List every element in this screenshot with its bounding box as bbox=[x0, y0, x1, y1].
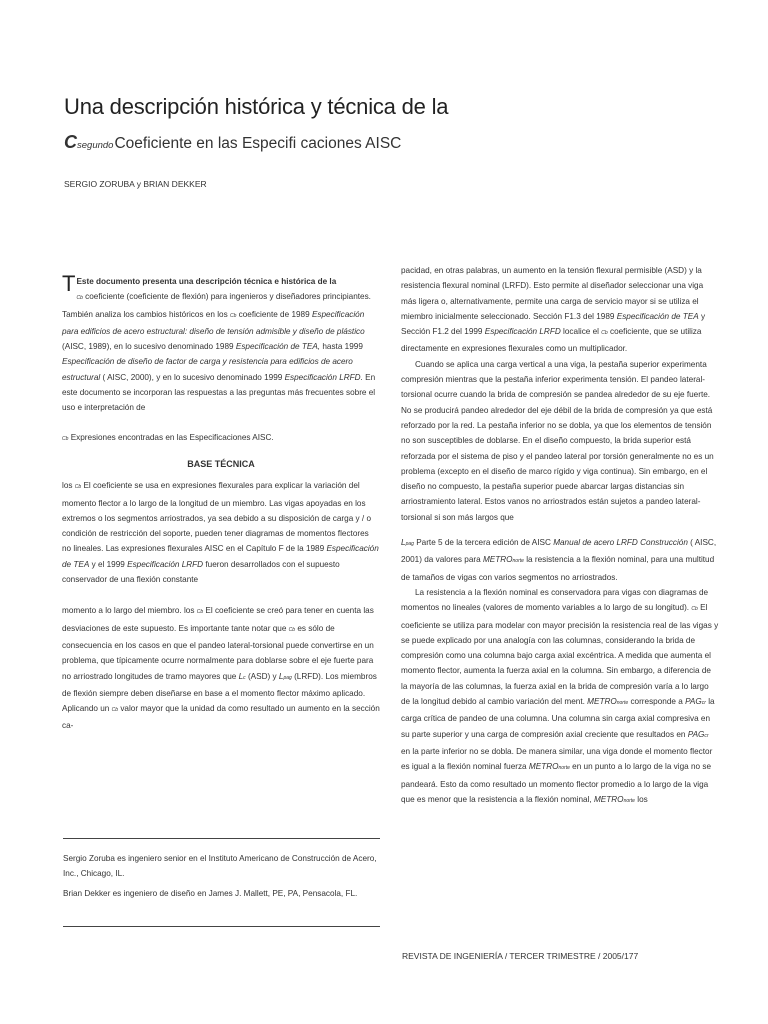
page-footer: REVISTA DE INGENIERÍA / TERCER TRIMESTRE / 2005/177 bbox=[402, 951, 639, 961]
cb-symbol: Cb bbox=[76, 295, 83, 302]
footnote-dekker: Brian Dekker es ingeniero de diseño en James J. Mallett, PE, PA, Pensacola, FL. bbox=[63, 888, 358, 898]
article-title: Una descripción histórica y técnica de la bbox=[64, 94, 449, 119]
cb-symbol: Cb bbox=[229, 312, 237, 319]
intro-paragraph-end: Cb Expresiones encontradas en las Especificaciones AISC. bbox=[62, 432, 274, 442]
section-heading: BASE TÉCNICA bbox=[187, 458, 255, 469]
author-byline: SERGIO ZORUBA y BRIAN DEKKER bbox=[64, 179, 207, 189]
cb-symbol: Cb bbox=[62, 435, 69, 442]
cb-symbol: Cb bbox=[601, 330, 608, 337]
cb-symbol: Cb bbox=[196, 609, 204, 616]
subtitle-text: Coeficiente en las Especifi caciones AISC bbox=[114, 135, 402, 152]
cb-symbol: C bbox=[64, 132, 77, 152]
cb-symbol: Cb bbox=[111, 707, 119, 714]
author-footnote bbox=[63, 851, 381, 901]
cb-symbol: Cb bbox=[691, 606, 698, 613]
article-subtitle bbox=[64, 132, 401, 153]
base-paragraph: los Cb El coeficiente se usa en expresiones flexurales para explicar la variación del momento flector a lo largo de la longitud de un miembro. Las vigas apoyadas en los extremos o los segmentos arriostrados, ya sea debido a su disposición de carga y / o condición de restricción del soporte, pueden tener diagramas de momentos flectores no lineales. Las expresiones flexurales AISC en el Capítulo F de la 1989 Especificación de TEA y el 1999 Especificación LRFD fueron desarrollados con el supuesto conservador de una flexión constante bbox=[62, 481, 379, 585]
right-paragraph-3: Lpag Parte 5 de la tercera edición de AISC Manual de acero LRFD Construcción ( AISC, 2001) da valores para METROnorte la resistencia a la flexión nominal, para una multitud de tamaños de vigas con varios segmentos no arriostrados. bbox=[401, 538, 717, 582]
footnote-zoruba: Sergio Zoruba es ingeniero senior en el Instituto Americano de Construcción de Acero, Inc., Chicago, IL. bbox=[63, 854, 377, 879]
left-column bbox=[62, 271, 380, 734]
cb-subscript: segundo bbox=[77, 140, 114, 151]
right-paragraph-1: pacidad, en otras palabras, un aumento en la tensión flexural permisible (ASD) y la resistencia flexural nominal (LRFD). Esto permite al diseñador seleccionar una viga más ligera o, alternativamente, permite una carga de servicio mayor si se utiliza el miembro inicialmente seleccionado. Sección F1.3 del 1989 Especificación de TEA y Sección F1.2 del 1999 Especificación LRFD localice el Cb coeficiente, que se utiliza directamente en expresiones flexurales como un multiplicador. bbox=[401, 266, 706, 354]
cb-symbol: Cb bbox=[74, 484, 82, 491]
footnote-rule-bottom bbox=[63, 926, 380, 927]
footnote-rule-top bbox=[63, 838, 380, 839]
right-column bbox=[401, 263, 719, 809]
right-paragraph-2: Cuando se aplica una carga vertical a una viga, la pestaña superior experimenta compresión mientras que la pestaña inferior experimenta tensión. El pandeo lateral-torsional ocurre cuando la brida de compresión se pandea alrededor de su eje fuerte. No se producirá pandeo alrededor del eje débil de la brida de compresión ya que está reforzado por la red. La pestaña inferior no se dobla, ya que los elementos de tensión no son susceptibles de doblarse. En el diseño compuesto, la brida superior está reforzada por el sistema de piso y el pandeo lateral por torsión generalmente no es un problema (excepto en el diseño de marco rígido y viga continua). Sin embargo, en el diseño no compuesto, la pestaña superior puede abarcar largas distancias sin arriostramiento lateral. Estos vanos no arriostrados están sujetos a pandeo lateral-torsional si son más largos que bbox=[401, 359, 714, 522]
cb-symbol: Cb bbox=[288, 626, 296, 633]
intro-lead-in: Este documento presenta una descripción técnica e histórica de la bbox=[76, 277, 337, 286]
base-paragraph-continued: momento a lo largo del miembro. los Cb El coeficiente se creó para tener en cuenta las desviaciones de este supuesto. Es importante tante notar que Cb es sólo de consecuencia en los casos en que el pandeo lateral-torsional puede convertirse en un problema, que típicamente ocurre normalmente para doblarse sobre el eje fuerte para no arriostrado longitudes de tramo mayores que Lc (ASD) y Lpag (LRFD). Los miembros de flexión siempre deben diseñarse en base a el momento flector máximo aplicado. Aplicando un Cb valor mayor que la unidad da como resultado un aumento en la sección ca- bbox=[62, 606, 380, 731]
intro-paragraph: T Este documento presenta una descripción técnica e histórica de la Cb coeficiente (coeficiente de flexión) para ingenieros y diseñadores principiantes. También analiza los cambios históricos en los Cb coeficiente de 1989 Especificación para edificios de acero estructural: diseño de tensión admisible y diseño de plástico (AISC, 1989), en lo sucesivo denominado 1989 Especificación de TEA, hasta 1999 Especificación de diseño de factor de carga y resistencia para edificios de acero estructural ( AISC, 2000), y en lo sucesivo denominado 1999 Especificación LRFD. En este documento se incorporan las respuestas a las preguntas más frecuentes sobre el uso e interpretación de bbox=[62, 271, 376, 413]
right-paragraph-4: La resistencia a la flexión nominal es conservadora para vigas con diagramas de momentos no lineales (valores de momento variables a lo largo de su longitud). Cb El coeficiente se utiliza para modelar con mayor precisión la resistencia real de las vigas y se puede explicado por una analogía con las columnas, considerando la brida de compresión como una columna bajo carga axial excéntrica. A medida que aumenta el momento flector, aumenta la fuerza axial en la columna. Sin embargo, a diferencia de la mayoría de las columnas, la fuerza axial en la brida de compresión varía a lo largo de la longitud debido al cambio variación del ment. METROnorte corresponde a PAGcr la carga crítica de pandeo de una columna. Una columna sin carga axial compresiva en su parte superior y una carga de compresión axial creciente que resultados en PAGcr en la parte inferior no se dobla. De manera similar, una viga donde el momento flector es igual a la flexión nominal fuerza METROnorte en un punto a lo largo de la viga no se pandeará. Esto da como resultado un momento flector promedio a lo largo de la viga que es menor que la resistencia a la flexión nominal, METROnorte los bbox=[401, 587, 719, 804]
drop-cap: T bbox=[62, 271, 76, 296]
